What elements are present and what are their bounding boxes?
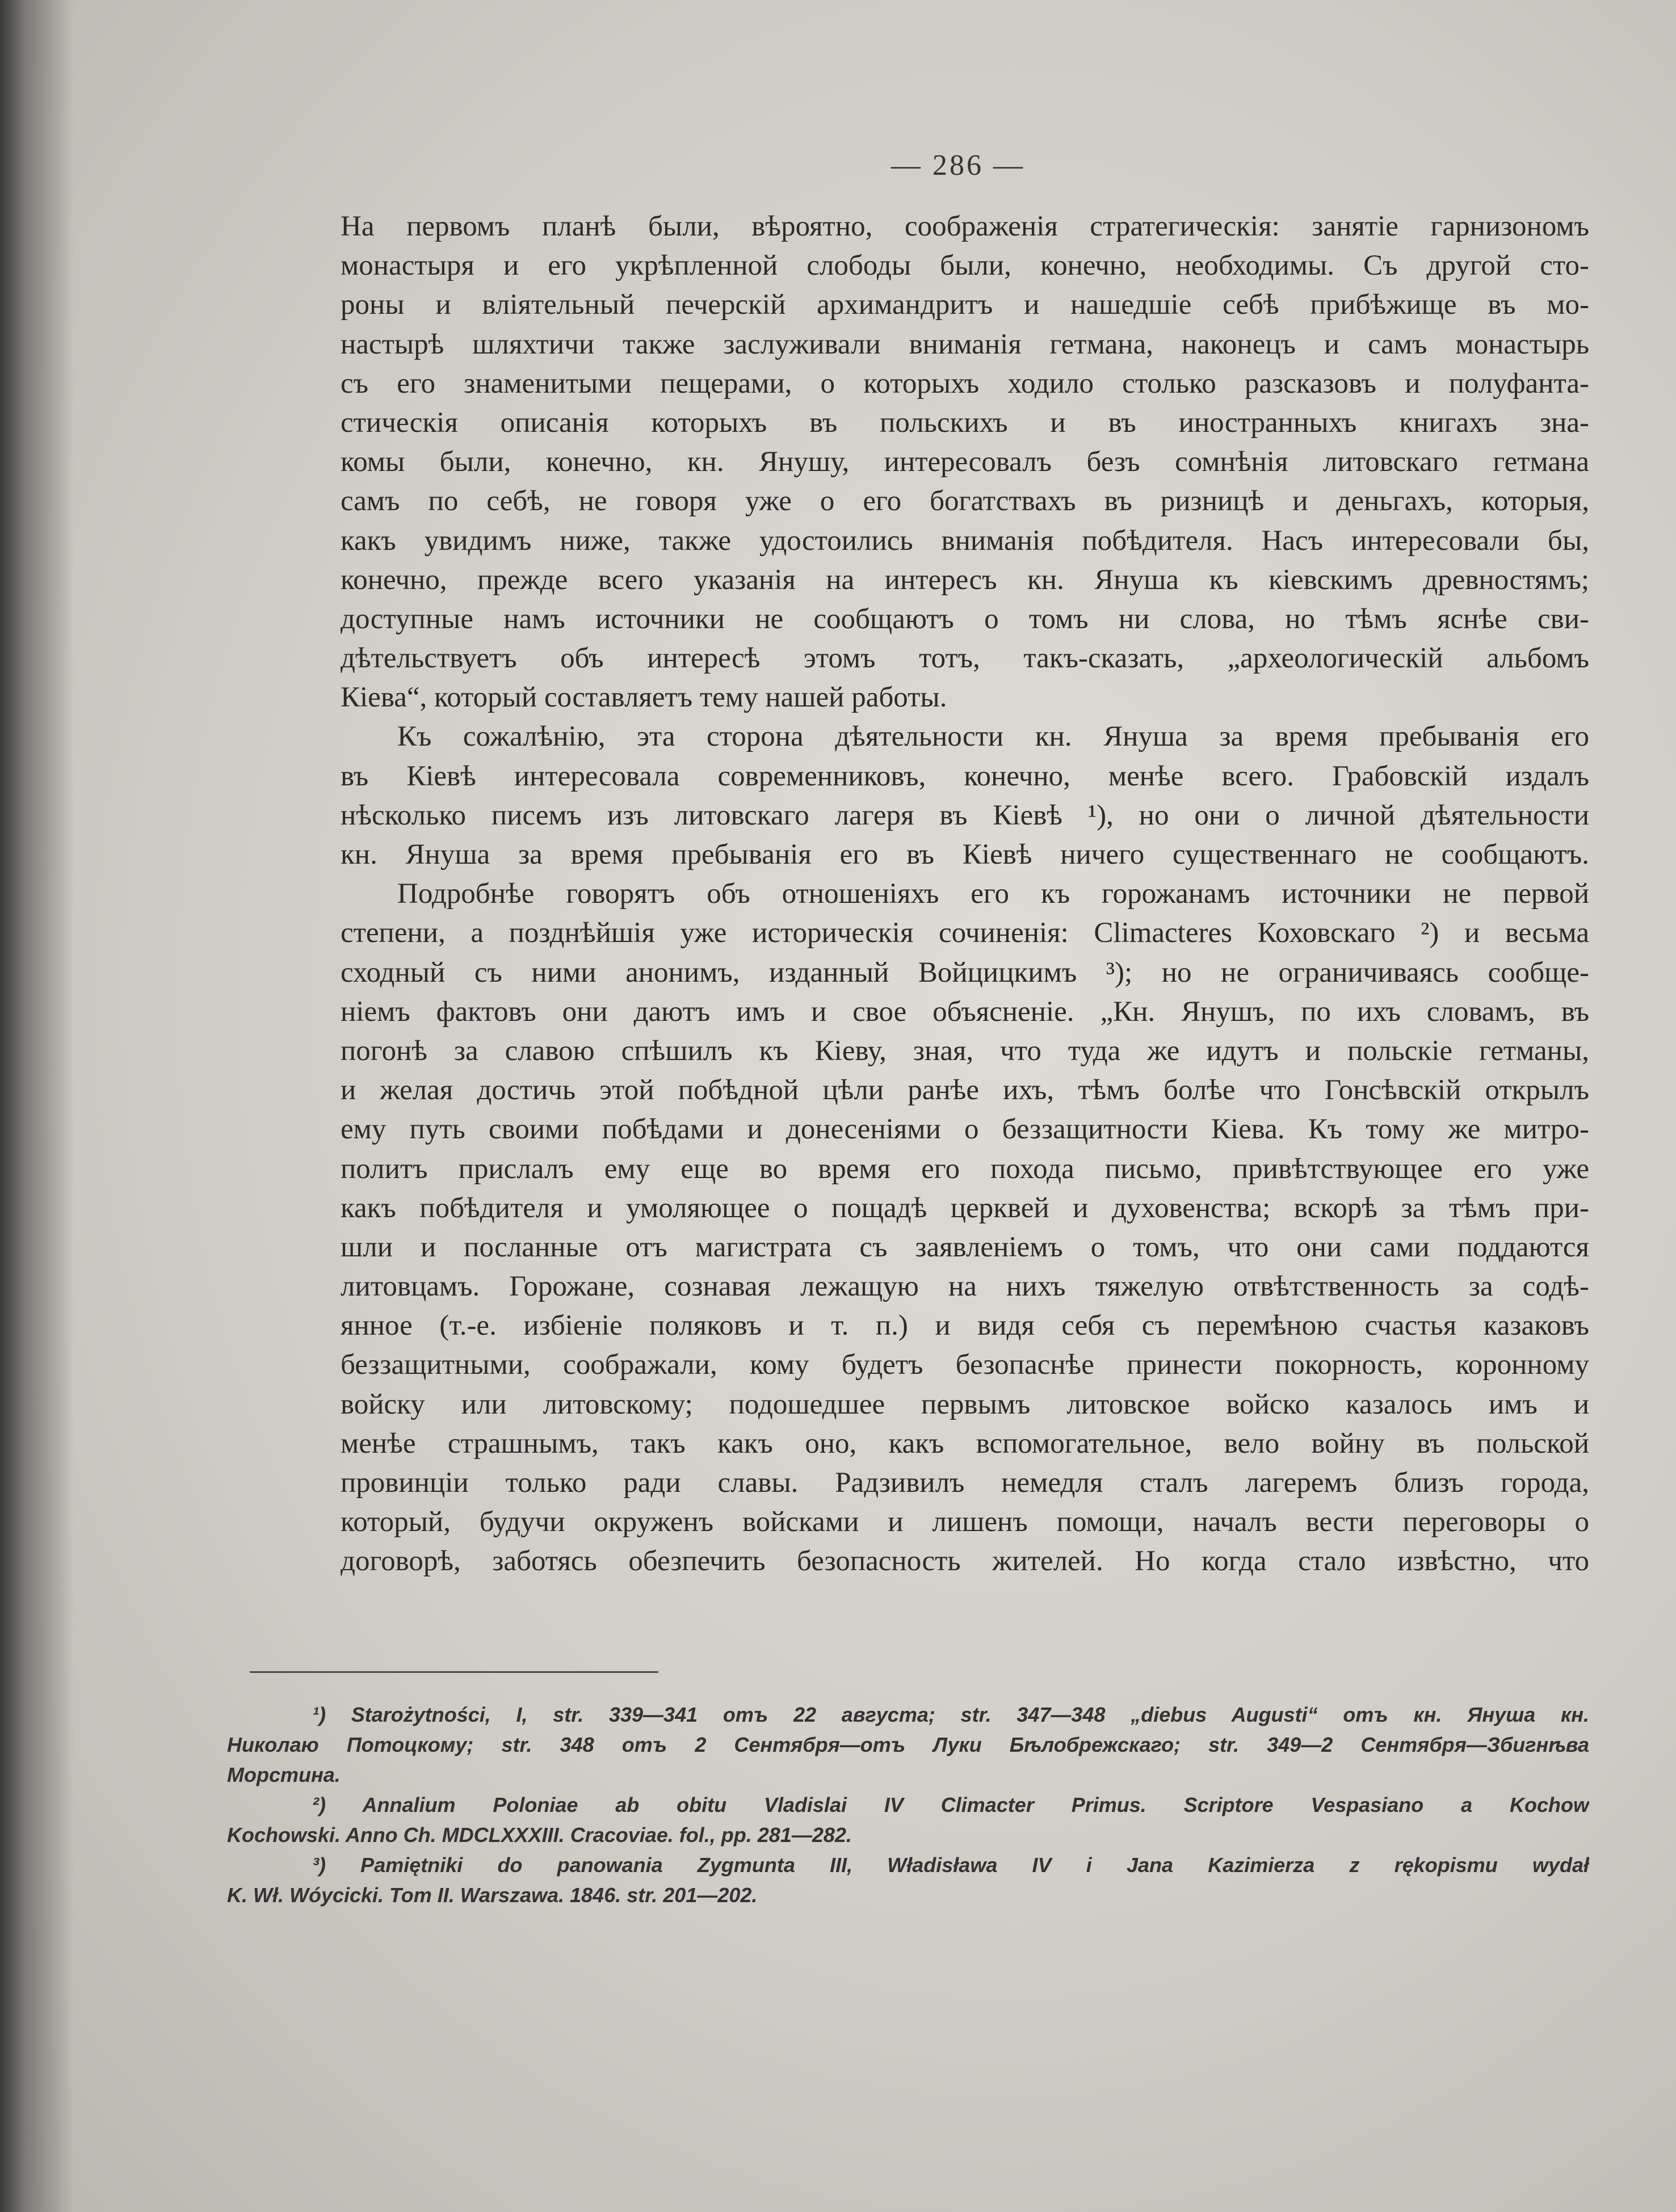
main-text <box>341 207 1589 1582</box>
footnote-line: ¹) Starożytności, I, str. 339—341 отъ 22 августа; str. 347—348 „diebus Augusti“ отъ кн. Януша кн. <box>312 1703 1589 1726</box>
book-gutter-shadow <box>0 0 74 2212</box>
footnote-line: Николаю Потоцкому; str. 348 отъ 2 Сентября—отъ Луки Бѣлобрежскаго; str. 349—2 Сентября—Збигнѣва <box>227 1733 1589 1756</box>
book-page <box>227 136 1623 2190</box>
text-line: шли и посланные отъ магистрата съ заявленіемъ о томъ, что они сами поддаются <box>341 1231 1589 1263</box>
text-line: На первомъ планѣ были, вѣроятно, соображенія стратегическія: занятіе гарнизономъ <box>341 211 1589 242</box>
text-line: комы были, конечно, кн. Янушу, интересовалъ безъ сомнѣнія литовскаго гетмана <box>341 446 1589 478</box>
text-line: сходный съ ними анонимъ, изданный Войцицкимъ ³); но не ограничиваясь сообще- <box>341 956 1589 989</box>
text-line: роны и вліятельный печерскій архимандритъ и нашедшіе себѣ прибѣжище въ мо- <box>341 289 1589 321</box>
text-line: Подробнѣе говорятъ объ отношеніяхъ его къ горожанамъ источники не первой <box>397 878 1589 910</box>
text-line: и желая достичь этой побѣдной цѣли ранѣе ихъ, тѣмъ болѣе что Гонсѣвскій открылъ <box>341 1074 1589 1107</box>
text-line: Къ сожалѣнію, эта сторона дѣятельности кн. Януша за время пребыванія его <box>397 721 1589 753</box>
footnote-line: ³) Pamiętniki do panowania Zygmunta III, Władisława IV i Jana Kazimierza z rękopismu wydał <box>312 1853 1589 1877</box>
text-line: нѣсколько писемъ изъ литовскаго лагеря въ Кіевѣ ¹), но они о личной дѣятельности <box>341 799 1589 831</box>
footnote-line: Морстина. <box>227 1763 341 1786</box>
text-line: конечно, прежде всего указанія на интересъ кн. Януша къ кіевскимъ древностямъ; <box>341 563 1589 596</box>
text-line: какъ увидимъ ниже, также удостоились вниманія побѣдителя. Насъ интересовали бы, <box>341 524 1589 557</box>
text-line: стическія описанія которыхъ въ польскихъ и въ иностранныхъ книгахъ зна- <box>341 406 1589 439</box>
footnotes <box>227 1700 1589 1910</box>
text-line: провинціи только ради славы. Радзивилъ немедля сталъ лагеремъ близъ города, <box>341 1467 1589 1499</box>
text-line: янное (т.-е. избіеніе поляковъ и т. п.) и видя себя съ перемѣною счастья казаковъ <box>341 1310 1589 1342</box>
text-line: Кіева“, который составляетъ тему нашей работы. <box>341 682 947 714</box>
text-line: политъ прислалъ ему еще во время его похода письмо, привѣтствующее его уже <box>341 1153 1589 1185</box>
footnote-line: ²) Annalium Poloniae ab obitu Vladislai IV Climacter Primus. Scriptore Vespasiano a Kochow <box>312 1793 1589 1816</box>
text-line: степени, а позднѣйшія уже историческія сочиненія: Climacteres Коховскаго ²) и весьма <box>341 917 1589 949</box>
footnote-divider <box>250 1671 658 1673</box>
text-line: настырѣ шляхтичи также заслуживали вниманія гетмана, наконецъ и самъ монастырь <box>341 328 1589 360</box>
footnote-line: Kochowski. Anno Ch. MDCLXXXIII. Cracoviae. fol., pp. 281—282. <box>227 1823 852 1847</box>
text-line: самъ по себѣ, не говоря уже о его богатствахъ въ ризницѣ и деньгахъ, которыя, <box>341 485 1589 518</box>
text-line: менѣе страшнымъ, такъ какъ оно, какъ вспомогательное, вело войну въ польской <box>341 1427 1589 1460</box>
text-line: въ Кіевѣ интересовала современниковъ, конечно, менѣе всего. Грабовскій издалъ <box>341 760 1589 792</box>
text-line: доступные намъ источники не сообщаютъ о томъ ни слова, но тѣмъ яснѣе сви- <box>341 603 1589 635</box>
text-line: какъ побѣдителя и умоляющее о пощадѣ церквей и духовенства; вскорѣ за тѣмъ при- <box>341 1192 1589 1224</box>
text-line: дѣтельствуетъ объ интересѣ этомъ тотъ, такъ-сказать, „археологическій альбомъ <box>341 642 1589 675</box>
text-line: монастыря и его укрѣпленной слободы были, конечно, необходимы. Съ другой сто- <box>341 250 1589 282</box>
text-line: съ его знаменитыми пещерами, о которыхъ ходило столько разсказовъ и полуфанта- <box>341 367 1589 399</box>
text-line: кн. Януша за время пребыванія его въ Кіевѣ ничего существеннаго не сообщаютъ. <box>341 839 1589 870</box>
text-line: погонѣ за славою спѣшилъ къ Кіеву, зная, что туда же идутъ и польскіе гетманы, <box>341 1034 1589 1067</box>
text-line: ему путь своими побѣдами и донесеніями о беззащитности Кіева. Къ тому же митро- <box>341 1113 1589 1146</box>
page-number: — 286 — <box>891 149 1025 182</box>
text-line: литовцамъ. Горожане, сознавая лежащую на нихъ тяжелую отвѣтственность за содѣ- <box>341 1271 1589 1303</box>
text-line: войску или литовскому; подошедшее первымъ литовское войско казалось имъ и <box>341 1388 1589 1420</box>
text-line: беззащитными, соображали, кому будетъ безопаснѣе принести покорность, коронному <box>341 1349 1589 1381</box>
text-line: ніемъ фактовъ они даютъ имъ и свое объясненіе. „Кн. Янушъ, по ихъ словамъ, въ <box>341 995 1589 1028</box>
footnote-line: K. Wł. Wóycicki. Tom II. Warszawa. 1846. str. 201—202. <box>227 1883 758 1907</box>
text-line: который, будучи окруженъ войсками и лишенъ помощи, началъ вести переговоры о <box>341 1506 1589 1538</box>
text-line: договорѣ, заботясь обезпечить безопасность жителей. Но когда стало извѣстно, что <box>341 1545 1589 1578</box>
